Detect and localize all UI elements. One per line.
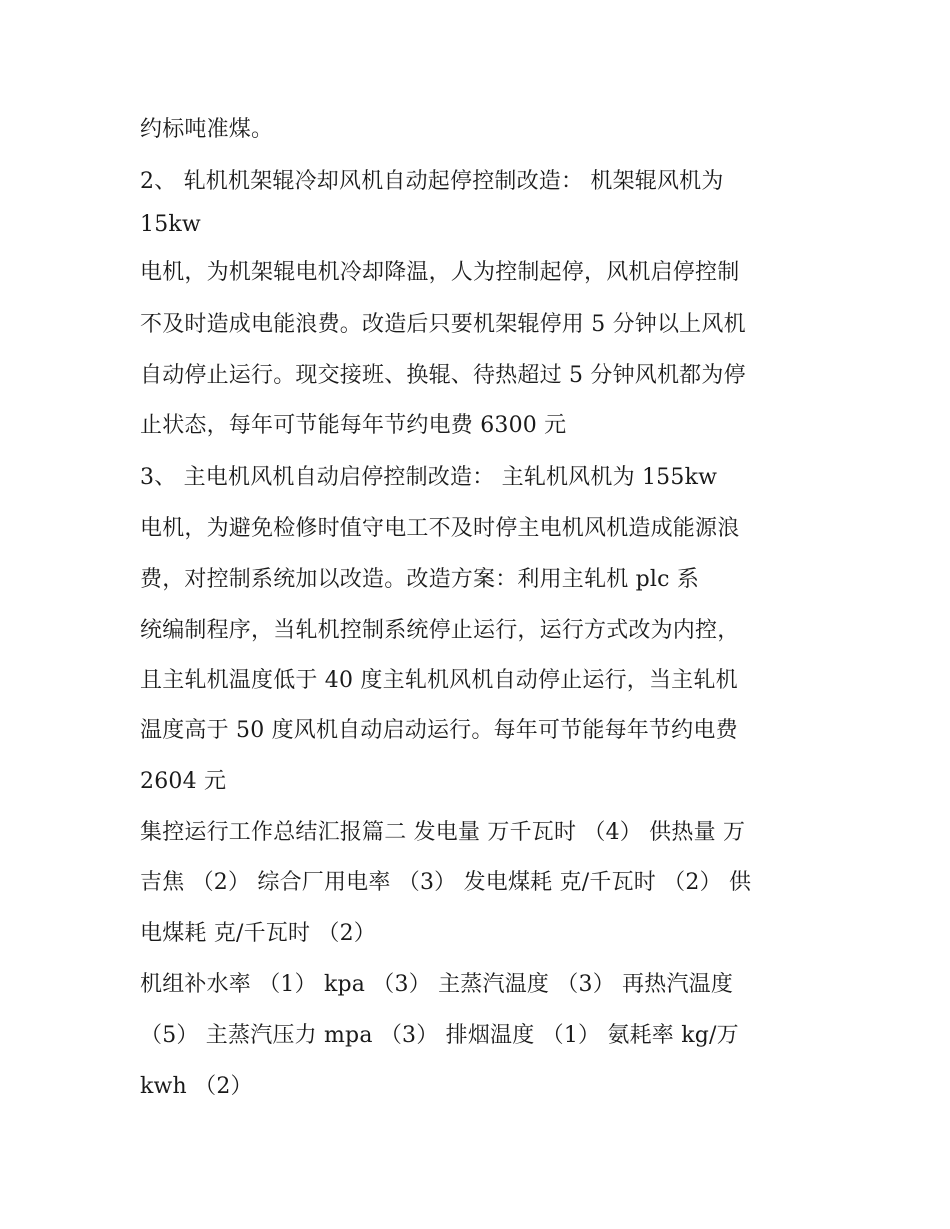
text-line: （5） 主蒸汽压力 mpa （3） 排烟温度 （1） 氨耗率 kg/万 <box>140 1023 739 1048</box>
text-line: 2、 轧机机架辊冷却风机自动起停控制改造： 机架辊风机为 <box>140 169 724 194</box>
text-line: 不及时造成电能浪费。改造后只要机架辊停用 5 分钟以上风机 <box>140 312 746 337</box>
text-line: 2604 元 <box>140 769 227 794</box>
text-line: 止状态，每年可节能每年节约电费 6300 元 <box>140 413 567 438</box>
text-line: 约标吨准煤。 <box>140 117 274 142</box>
text-line: 15kw <box>140 212 201 237</box>
text-line: kwh （2） <box>140 1074 253 1099</box>
text-line: 电机，为避免检修时值守电工不及时停主电机风机造成能源浪 <box>140 516 740 541</box>
text-line: 自动停止运行。现交接班、换辊、待热超过 5 分钟风机都为停 <box>140 363 746 388</box>
text-line: 吉焦 （2） 综合厂用电率 （3） 发电煤耗 克/千瓦时 （2） 供 <box>140 870 752 895</box>
text-line: 电煤耗 克/千瓦时 （2） <box>140 921 376 946</box>
text-line: 温度高于 50 度风机自动启动运行。每年可节能每年节约电费 <box>140 718 738 743</box>
text-line: 集控运行工作总结汇报篇二 发电量 万千瓦时 （4） 供热量 万 <box>140 820 746 845</box>
text-line: 机组补水率 （1） kpa （3） 主蒸汽温度 （3） 再热汽温度 <box>140 972 734 997</box>
text-line: 统编制程序，当轧机控制系统停止运行，运行方式改为内控， <box>140 618 740 643</box>
text-line: 且主轧机温度低于 40 度主轧机风机自动停止运行，当主轧机 <box>140 668 738 693</box>
text-line: 3、 主电机风机自动启停控制改造： 主轧机风机为 155kw <box>140 465 718 490</box>
text-line: 费，对控制系统加以改造。改造方案：利用主轧机 plc 系 <box>140 567 700 592</box>
text-line: 电机，为机架辊电机冷却降温，人为控制起停，风机启停控制 <box>140 260 740 285</box>
